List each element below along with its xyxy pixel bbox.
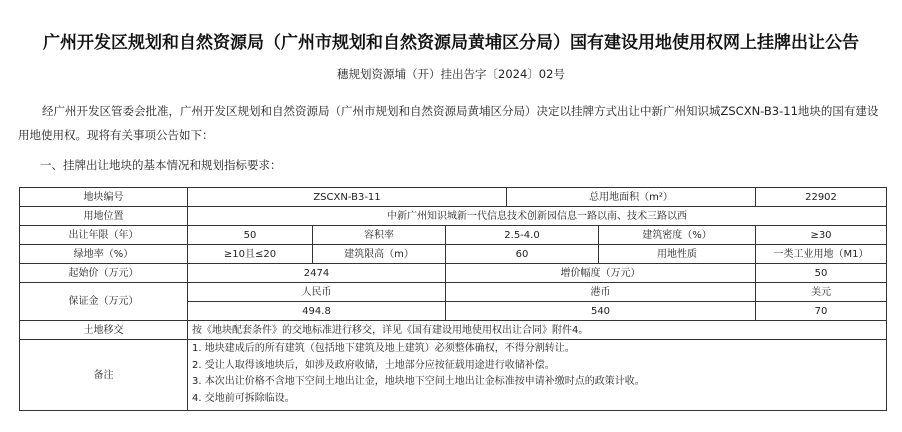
table-row <box>20 207 887 226</box>
term-value: 50 <box>188 226 313 245</box>
deposit-hkd-value: 540 <box>446 302 756 321</box>
remark-item: 1. 地块建成后的所有建筑（包括地下建筑及地上建筑）必须整体确权，不得分割转让。 <box>192 343 575 354</box>
term-label: 出让年限（年） <box>20 226 188 245</box>
table-row <box>20 283 887 302</box>
document-number: 穗规划资源埔（开）挂出告字〔2024〕02号 <box>337 67 565 81</box>
height-label: 建筑限高（m） <box>313 245 446 264</box>
section-heading: 一、挂牌出让地块的基本情况和规划指标要求： <box>40 158 282 172</box>
total-area-value: 22902 <box>756 188 887 207</box>
intro-paragraph: 经广州开发区管委会批准，广州开发区规划和自然资源局（广州市规划和自然资源局黄埔区分局）决定以挂牌方式出让中新广州知识城ZSCXN-B3-11地块的国有建设用地使用权。现将有关事项公告如下： <box>18 104 879 142</box>
remarks-label: 备注 <box>20 340 188 411</box>
remarks-value <box>188 340 887 411</box>
start-price-value: 2474 <box>188 264 446 283</box>
handover-value: 按《地块配套条件》的交地标准进行移交，详见《国有建设用地使用权出让合同》附件4。 <box>188 321 887 340</box>
table-row <box>20 245 887 264</box>
table-row <box>20 321 887 340</box>
far-value: 2.5-4.0 <box>446 226 599 245</box>
handover-label: 土地移交 <box>20 321 188 340</box>
location-label: 用地位置 <box>20 207 188 226</box>
green-value: ≥10且≤20 <box>188 245 313 264</box>
table-row <box>20 340 887 411</box>
far-label: 容积率 <box>313 226 446 245</box>
table-row <box>20 264 887 283</box>
deposit-usd-value: 70 <box>756 302 887 321</box>
land-use-label: 用地性质 <box>599 245 756 264</box>
total-area-label: 总用地面积（m²） <box>507 188 756 207</box>
parcel-no-label: 地块编号 <box>20 188 188 207</box>
currency-rmb-label: 人民币 <box>188 283 446 302</box>
increment-value: 50 <box>756 264 887 283</box>
deposit-rmb-value: 494.8 <box>188 302 446 321</box>
start-price-label: 起始价（万元） <box>20 264 188 283</box>
land-use-value: 一类工业用地（M1） <box>756 245 887 264</box>
deposit-label: 保证金（万元） <box>20 283 188 321</box>
currency-usd-label: 美元 <box>756 283 887 302</box>
density-value: ≥30 <box>756 226 887 245</box>
parcel-info-table <box>19 187 887 411</box>
remark-item: 4. 交地前可拆除临设。 <box>192 392 295 404</box>
density-label: 建筑密度（%） <box>599 226 756 245</box>
height-value: 60 <box>446 245 599 264</box>
remark-item: 3. 本次出让价格不含地下空间土地出让金，地块地下空间土地出让金标准按申请补缴时点的政策计收。 <box>192 376 645 387</box>
table-row <box>20 226 887 245</box>
location-value: 中新广州知识城新一代信息技术创新园信息一路以南、技术三路以西 <box>188 207 887 226</box>
increment-label: 增价幅度（万元） <box>446 264 756 283</box>
currency-hkd-label: 港币 <box>446 283 756 302</box>
parcel-no-value: ZSCXN-B3-11 <box>188 188 507 207</box>
table-row <box>20 188 887 207</box>
remark-item: 2. 受让人取得该地块后，如涉及政府收储，土地部分应按征载用途进行收储补偿。 <box>192 359 555 371</box>
page-title: 广州开发区规划和自然资源局（广州市规划和自然资源局黄埔区分局）国有建设用地使用权网上挂牌出让公告 <box>43 33 859 53</box>
green-label: 绿地率（%） <box>20 245 188 264</box>
